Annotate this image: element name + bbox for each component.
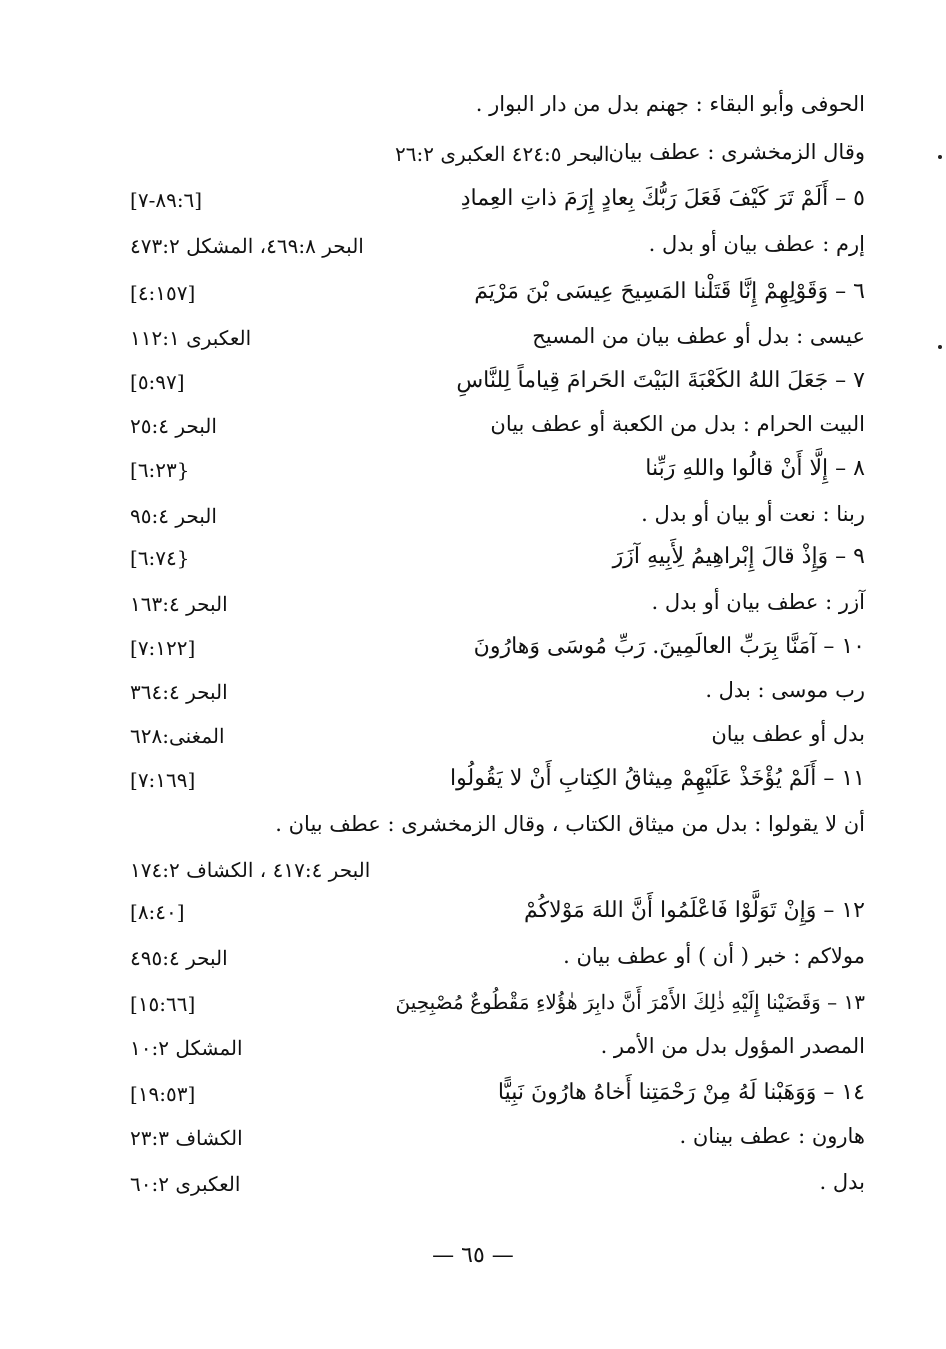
line-text: إرم : عطف بيان أو بدل . [648,232,865,256]
reference: البحر ٤٩٥:٤ [130,946,228,970]
text-line-4 [120,232,865,272]
line-text: الحوفى وأبو البقاء : جهنم بدل من دار البوار . [475,92,865,116]
line-text: وقال الزمخشرى : عطف بيان . [595,140,865,164]
line-text: آزر : عطف بيان أو بدل . [651,590,865,614]
verse-text: ١٤ – وَوَهَبْنا لَهُ مِنْ رَحْمَتِنا أَخاهُ هارُونَ نَبِيًّا [497,1080,865,1105]
reference: البحر ٤١٧:٤ ، الكشاف ١٧٤:٢ [130,858,371,882]
text-line-2 [120,140,865,180]
verse-text: ١٢ – وَإِنْ تَوَلَّوْا فَاعْلَمُوا أَنَّ اللهَ مَوْلاكُمْ [524,898,865,923]
text-line-15 [120,722,865,762]
reference: الكشاف ٢٣:٣ [130,1126,243,1150]
verse-text: ٨ – إِلَّا أَنْ قالُوا واللهِ رَبِّنا [645,456,865,481]
text-line-8 [120,412,865,452]
reference: البحر ١٦٣:٤ [130,592,228,616]
reference: العكبرى ٦٠:٢ [130,1172,241,1196]
line-text: ربنا : نعت أو بيان أو بدل . [641,502,865,526]
line-text: رب موسى : بدل . [705,678,865,702]
reference: المشكل ١٠:٢ [130,1036,243,1060]
line-text: البيت الحرام : بدل من الكعبة أو عطف بيان [490,412,865,436]
text-line-22 [120,1034,865,1074]
line-text: بدل . [819,1170,865,1194]
verse-text: ١١ – أَلَمْ يُؤْخَذْ عَلَيْهِمْ مِيثاقُ الكِتابِ أَنْ لا يَقُولُوا [450,766,865,791]
verse-line-8 [120,456,865,496]
page-number: — ٦٥ — [432,1243,514,1268]
verse-line-5 [120,186,865,226]
verse-citation: [٨٩:٦-٧] [130,188,203,212]
verse-citation: [٨:٤٠] [130,900,185,924]
line-text: عيسى : بدل أو عطف بيان من المسيح [532,324,865,348]
text-line-24 [120,1124,865,1164]
verse-line-9 [120,544,865,584]
verse-text: ١٣ – وَقَضَيْنا إِلَيْهِ ذٰلِكَ الأَمْرَ أَنَّ دابِرَ هٰؤُلاءِ مَقْطُوعٌ مُصْبِحِينَ [395,990,865,1014]
verse-line-7 [120,368,865,408]
verse-citation: [١٥:٦٦] [130,992,196,1016]
verse-text: ١٠ – آمَنَّا بِرَبِّ العالَمِينَ. رَبِّ مُوسَى وَهارُونَ [473,634,865,659]
text-line-17 [120,812,865,852]
line-text: المصدر المؤول بدل من الأمر . [600,1034,865,1058]
reference: المغنى:٦٢٨ [130,724,225,748]
text-line-25 [120,1170,865,1210]
verse-citation: [٧:١٢٢] [130,636,196,660]
line-text: مولاكم : خبر ( أن ) أو عطف بيان . [563,944,865,968]
text-line-10 [120,502,865,542]
text-line-1 [120,92,865,132]
reference: البحر ٢٥:٤ [130,414,217,438]
verse-citation: [٦:٧٤} [130,546,190,570]
text-line-18 [120,856,865,896]
reference: العكبرى ١١٢:١ [130,326,252,350]
verse-citation: [٥:٩٧] [130,370,185,394]
scan-mark [938,155,942,159]
verse-line-10 [120,634,865,674]
line-text: أن لا يقولوا : بدل من ميثاق الكتاب ، وقال الزمخشرى : عطف بيان . [275,812,865,836]
reference: البحر ٤٢٤:٥ العكبرى ٢٦:٢ [395,142,610,166]
verse-line-12 [120,898,865,938]
verse-line-14 [120,1080,865,1120]
reference: البحر ٤٦٩:٨، المشكل ٤٧٣:٢ [130,234,364,258]
verse-line-13 [120,990,865,1030]
scan-mark [938,345,942,349]
verse-citation: [١٩:٥٣] [130,1082,196,1106]
verse-text: ٧ – جَعَلَ اللهُ الكَعْبَةَ البَيْتَ الحَرامَ قِياماً لِلنَّاسِ [456,368,865,393]
verse-text: ٩ – وَإِذْ قالَ إِبْراهِيمُ لِأَبِيهِ آزَرَ [612,544,865,569]
line-text: بدل أو عطف بيان [711,722,865,746]
verse-text: ٦ – وَقَوْلِهِمْ إِنَّا قَتَلْنا المَسِيحَ عِيسَى بْنَ مَرْيَمَ [474,279,865,304]
text-line-20 [120,944,865,984]
verse-citation: [٤:١٥٧] [130,281,196,305]
reference: البحر ٣٦٤:٤ [130,680,228,704]
line-text: هارون : عطف بينان . [679,1124,865,1148]
text-line-12 [120,590,865,630]
text-line-6 [120,324,865,364]
text-line-14 [120,678,865,718]
verse-citation: [٦:٢٣} [130,458,190,482]
verse-citation: [٧:١٦٩] [130,768,196,792]
reference: البحر ٩٥:٤ [130,504,217,528]
verse-line-11 [120,766,865,806]
verse-text: ٥ – أَلَمْ تَرَ كَيْفَ فَعَلَ رَبُّكَ بِعادٍ إِرَمَ ذاتِ العِمادِ [460,186,865,211]
verse-line-6 [120,279,865,319]
